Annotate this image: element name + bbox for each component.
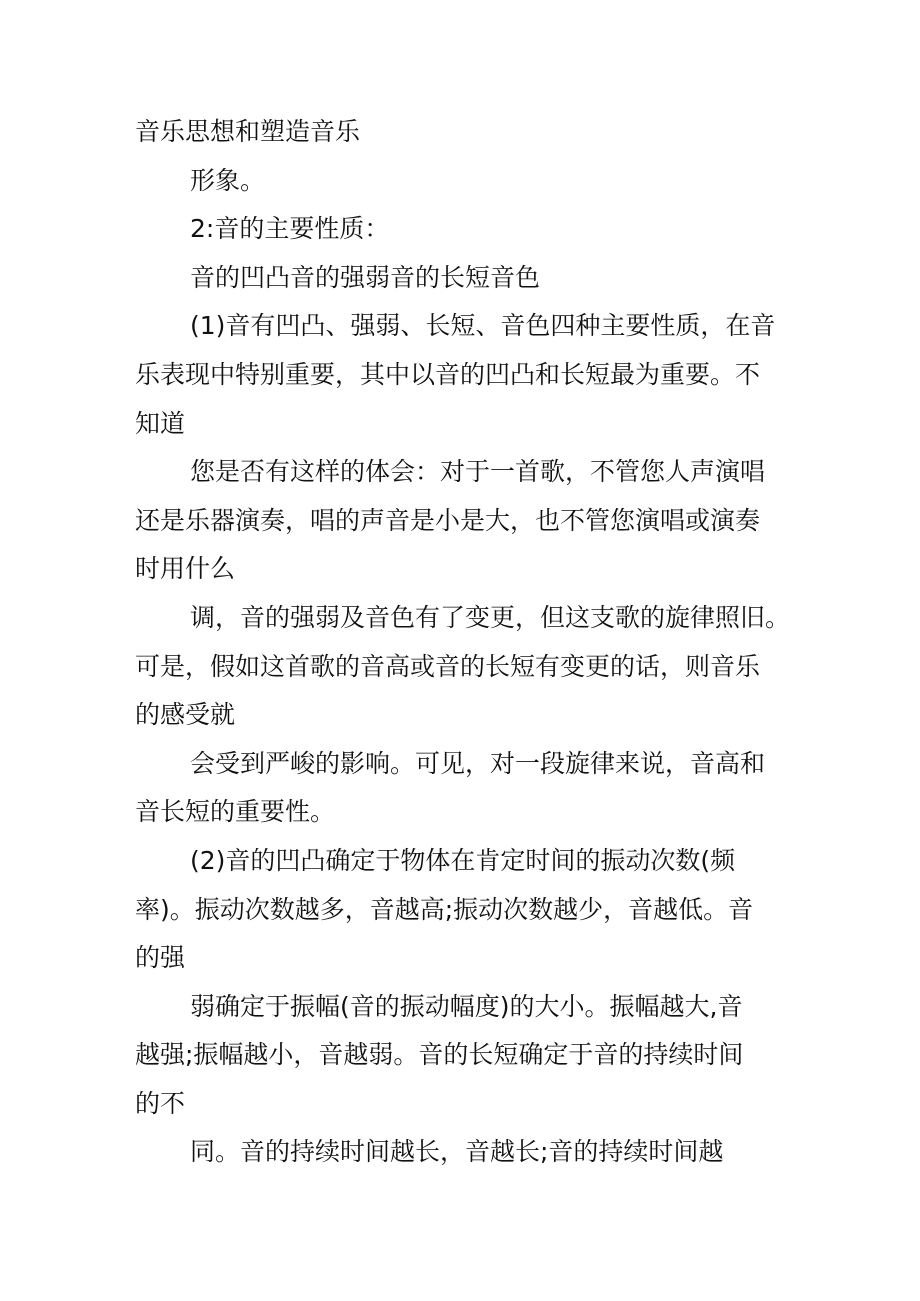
paragraph-start: (1)音有凹凸、强弱、长短、音色四种主要性质，在音: [190, 311, 776, 341]
text-line: 音乐思想和塑造音乐: [135, 117, 361, 146]
paragraph-start: (2)音的凹凸确定于物体在肯定时间的振动次数(频: [190, 845, 736, 875]
text-line: 同。音的持续时间越长，音越长;音的持续时间越: [190, 1137, 724, 1167]
text-line: 弱确定于振幅(音的振动幅度)的大小。振幅越大,音: [190, 991, 743, 1021]
text-line: 的强: [135, 943, 186, 973]
text-line: 会受到严峻的影响。可见，对一段旋律来说，音高和: [190, 748, 766, 778]
text-line: 音的凹凸音的强弱音的长短音色: [190, 262, 541, 292]
text-line: 的感受就: [135, 700, 236, 730]
section-heading: 2:音的主要性质：: [190, 214, 390, 244]
text-line: 还是乐器演奏，唱的声音是小是大，也不管您演唱或演奏: [135, 505, 761, 535]
text-line: 乐表现中特别重要，其中以音的凹凸和长短最为重要。不: [135, 359, 761, 389]
text-line: 您是否有这样的体会：对于一首歌，不管您人声演唱: [190, 457, 766, 487]
text-line: 调，音的强弱及音色有了变更，但这支歌的旋律照旧。: [190, 602, 791, 632]
text-line: 的不: [135, 1088, 186, 1118]
text-line: 形象。: [190, 165, 266, 195]
text-line: 知道: [135, 408, 186, 438]
body-text: [135, 108, 795, 1177]
text-line: 可是，假如这首歌的音高或音的长短有变更的话，则音乐: [135, 651, 761, 681]
text-line: 时用什么: [135, 554, 236, 584]
text-line: 越强;振幅越小，音越弱。音的长短确定于音的持续时间: [135, 1040, 744, 1070]
text-line: 音长短的重要性。: [135, 797, 336, 827]
text-line: 率)。振动次数越多，音越高;振动次数越少，音越低。音: [135, 894, 754, 924]
